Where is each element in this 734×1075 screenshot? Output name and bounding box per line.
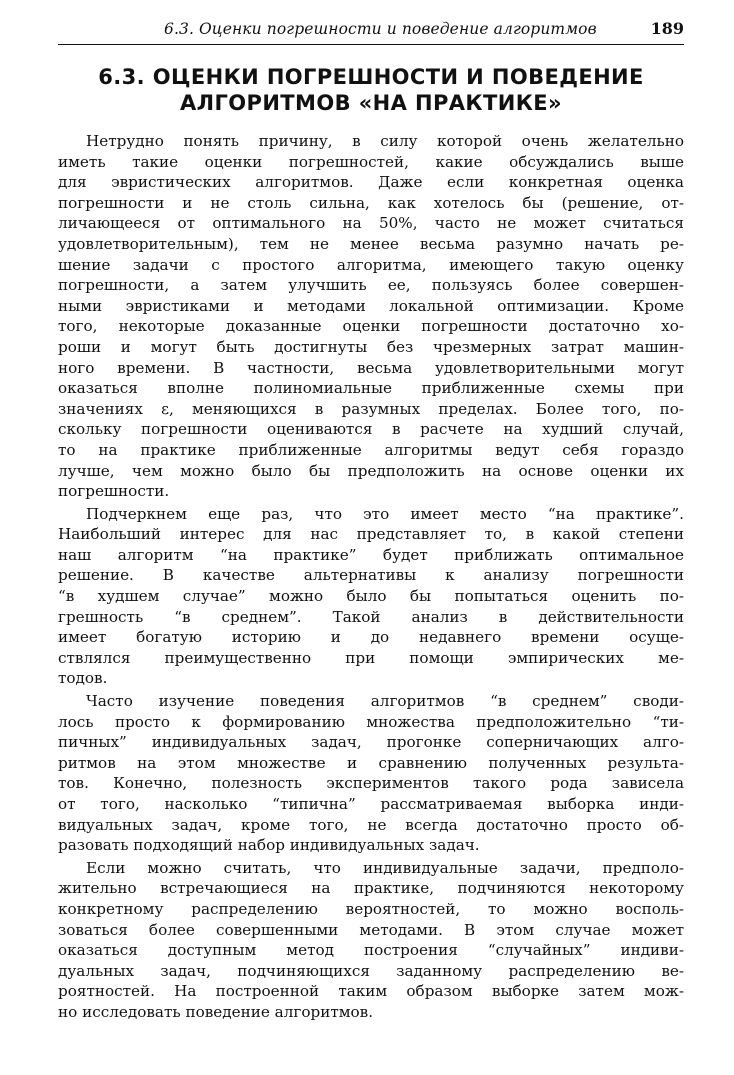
text-line: тодов. bbox=[58, 669, 108, 688]
text-line: ными эвристиками и методами локальной оптимизации. Кроме bbox=[58, 296, 684, 315]
text-line: ного времени. В частности, весьма удовлетворительными могут bbox=[58, 358, 684, 377]
text-line: имеет богатую историю и до недавнего времени осуще- bbox=[58, 628, 684, 647]
text-line: наш алгоритм “на практике” будет приближать оптимальное bbox=[58, 545, 684, 564]
text-line: удовлетворительным), тем не менее весьма разумно начать ре- bbox=[58, 234, 684, 253]
text-line: оказаться доступным метод построения “случайных” индиви- bbox=[58, 941, 684, 960]
text-line: конкретному распределению вероятностей, то можно восполь- bbox=[58, 899, 684, 918]
text-line: жительно встречающиеся на практике, подчиняются некоторому bbox=[58, 879, 684, 898]
text-line: личающееся от оптимального на 50%, часто не может считаться bbox=[58, 214, 684, 233]
text-line: дуальных задач, подчиняющихся заданному распределению ве- bbox=[58, 961, 684, 980]
text-line: Наибольший интерес для нас представляет то, в какой степени bbox=[58, 525, 684, 544]
text-line: роятностей. На построенной таким образом выборке затем мож- bbox=[58, 982, 684, 1001]
text-line: скольку погрешности оцениваются в расчете на худший случай, bbox=[58, 420, 684, 439]
text-line: погрешности, а затем улучшить ее, пользуясь более совершен- bbox=[58, 276, 684, 295]
text-line: лось просто к формированию множества предположительно “ти- bbox=[58, 712, 684, 731]
text-line: погрешности. bbox=[58, 482, 170, 501]
text-line: пичных” индивидуальных задач, прогонке соперничающих алго- bbox=[58, 733, 684, 752]
text-line: решение. В качестве альтернативы к анализу погрешности bbox=[58, 566, 684, 585]
text-line: Нетрудно понять причину, в силу которой очень желательно bbox=[86, 132, 684, 150]
text-line: того, некоторые доказанные оценки погрешности достаточно хо- bbox=[58, 317, 684, 336]
text-line: то на практике приближенные алгоритмы ведут себя гораздо bbox=[58, 440, 684, 459]
text-line: Если можно считать, что индивидуальные задачи, предполо- bbox=[86, 858, 684, 877]
text-line: иметь такие оценки погрешностей, какие обсуждались выше bbox=[58, 152, 684, 171]
section-heading bbox=[58, 64, 684, 116]
running-title: 6.3. Оценки погрешности и поведение алгоритмов bbox=[164, 20, 597, 38]
text-line: но исследовать поведение алгоритмов. bbox=[58, 1002, 374, 1021]
paragraph bbox=[58, 131, 684, 502]
text-line: роши и могут быть достигнуты без чрезмерных затрат машин- bbox=[58, 337, 684, 356]
text-line: оказаться вполне полиномиальные приближенные схемы при bbox=[58, 379, 684, 398]
text-line: для эвристических алгоритмов. Даже если конкретная оценка bbox=[58, 173, 684, 192]
text-line: шение задачи с простого алгоритма, имеющего такую оценку bbox=[58, 255, 684, 274]
paragraph bbox=[58, 504, 684, 689]
text-line: погрешности и не столь сильна, как хотелось бы (решение, от- bbox=[58, 193, 684, 212]
page-number: 189 bbox=[650, 19, 684, 38]
text-line: грешность “в среднем”. Такой анализ в действительности bbox=[58, 607, 684, 626]
body-text bbox=[58, 131, 684, 1023]
paragraph bbox=[58, 858, 684, 1023]
text-line: лучше, чем можно было бы предположить на основе оценки их bbox=[58, 461, 684, 480]
text-line: разовать подходящий набор индивидуальных задач. bbox=[58, 836, 480, 855]
text-line: видуальных задач, кроме того, не всегда достаточно просто об- bbox=[58, 815, 684, 834]
paragraph bbox=[58, 691, 684, 856]
text-line: “в худшем случае” можно было бы попытаться оценить по- bbox=[58, 587, 684, 606]
text-line: ритмов на этом множестве и сравнению полученных результа- bbox=[58, 753, 684, 772]
running-header bbox=[58, 18, 684, 45]
text-line: тов. Конечно, полезность экспериментов такого рода зависела bbox=[58, 774, 684, 793]
section-heading-line-1: 6.3. ОЦЕНКИ ПОГРЕШНОСТИ И ПОВЕДЕНИЕ bbox=[98, 65, 644, 89]
text-line: зоваться более совершенными методами. В этом случае может bbox=[58, 920, 684, 939]
text-line: от того, насколько “типична” рассматриваемая выборка инди- bbox=[58, 795, 684, 813]
text-line: Часто изучение поведения алгоритмов “в среднем” своди- bbox=[86, 692, 684, 711]
section-heading-line-2: АЛГОРИТМОВ «НА ПРАКТИКЕ» bbox=[180, 91, 562, 115]
text-line: Подчеркнем еще раз, что это имеет место “на практике”. bbox=[86, 504, 684, 523]
text-line: ствлялся преимущественно при помощи эмпирических ме- bbox=[58, 648, 684, 667]
text-line: значениях ε, меняющихся в разумных пределах. Более того, по- bbox=[58, 399, 684, 418]
